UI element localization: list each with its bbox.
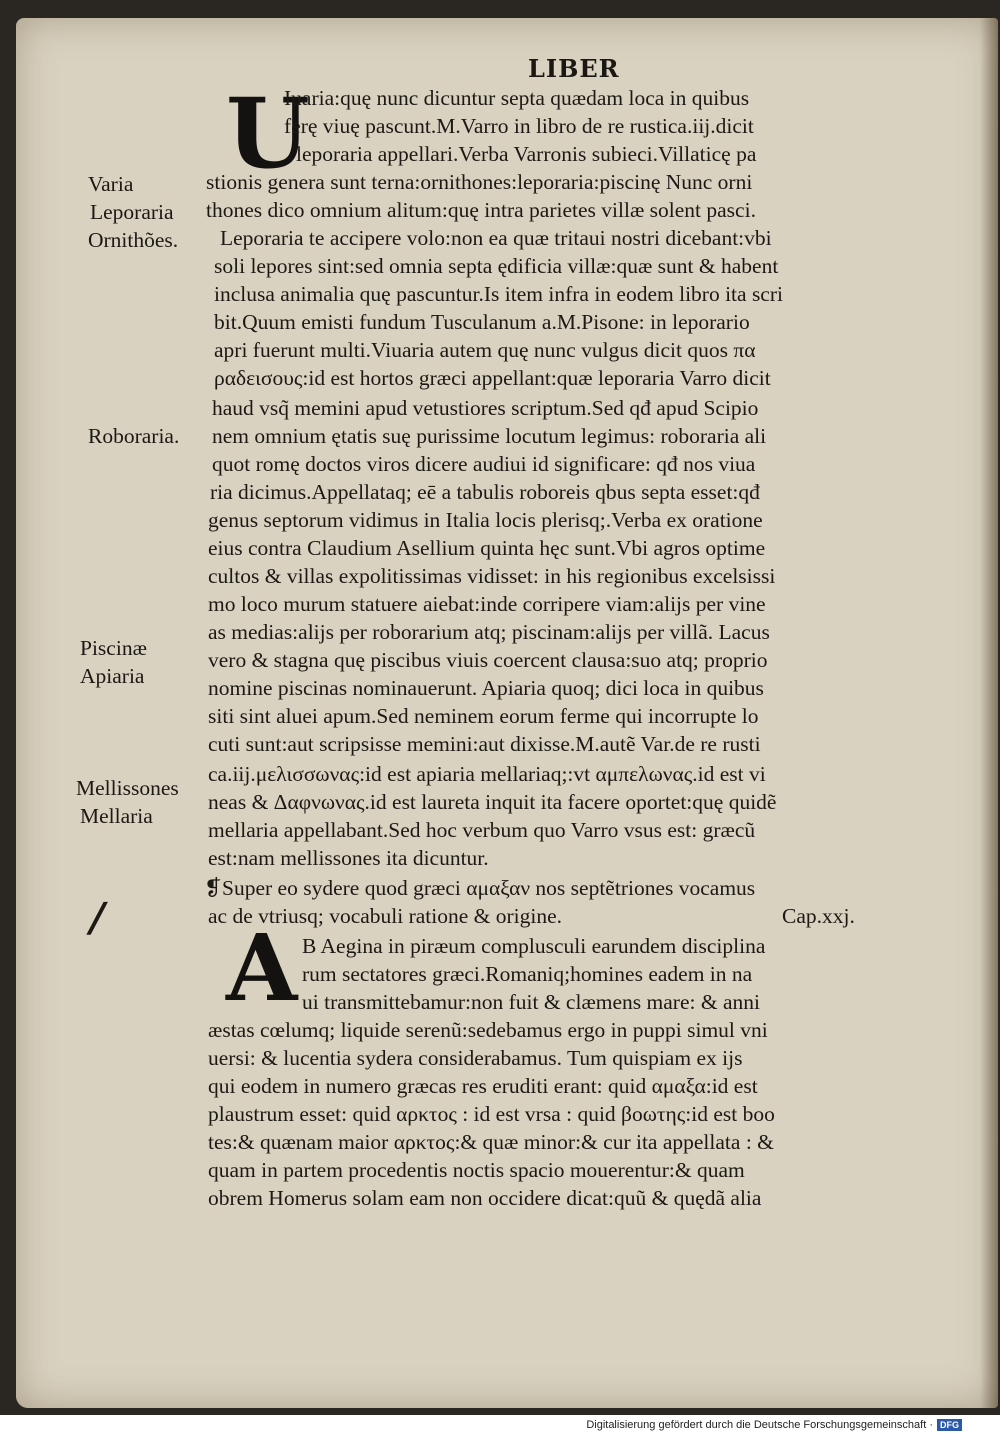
text-line-38: obrem Homerus solam eam non occidere dicat:quũ & quędã alia bbox=[208, 1186, 762, 1210]
text-line-31: ui transmittebamur:non fuit & clæmens mare: & anni bbox=[302, 990, 760, 1014]
text-line-16: genus septorum vidimus in Italia locis plerisq;.Verba ex oratione bbox=[208, 508, 763, 532]
text-line-34: qui eodem in numero græcas res eruditi erant: quid αμαξα:id est bbox=[208, 1074, 758, 1098]
text-line-24: cuti sunt:aut scripsisse memini:aut dixisse.M.autẽ Var.de re rusti bbox=[208, 732, 761, 756]
text-line-2: ferę viuę pascunt.M.Varro in libro de re rustica.iij.dicit bbox=[284, 114, 754, 138]
text-line-19: mo loco murum statuere aiebat:inde corripere viam:alijs per vine bbox=[208, 592, 766, 616]
dfg-logo: DFG bbox=[937, 1419, 962, 1431]
text-line-13: nem omnium ętatis suę purissime locutum legimus: roboraria ali bbox=[212, 424, 767, 448]
margin-note-ornithones: Ornithões. bbox=[88, 228, 179, 252]
text-line-18: cultos & villas expolitissimas vidisset: in his regionibus excelsissi bbox=[208, 564, 776, 588]
margin-note-mellaria: Mellaria bbox=[80, 804, 153, 828]
book-page bbox=[16, 18, 998, 1408]
text-line-26: neas & Δαφνωνας.id est laureta inquit ita facere oportet:quę quidẽ bbox=[208, 790, 777, 814]
text-line-12: haud vsq̃ memini apud vetustiores scriptum.Sed qđ apud Scipio bbox=[212, 396, 759, 420]
text-line-17: eius contra Claudium Asellium quinta hęc sunt.Vbi agros optime bbox=[208, 536, 766, 560]
text-line-20: as medias:alijs per roborarium atq; piscinam:alijs per villã. Lacus bbox=[208, 620, 770, 644]
chapter-heading-line-1: ❡Super eo sydere quod græci αμαξαν nos septẽtriones vocamus bbox=[204, 876, 756, 900]
text-line-23: siti sint aluei apum.Sed neminem eorum ferme qui incorrupte lo bbox=[208, 704, 759, 728]
text-line-10: apri fuerunt multi.Viuaria autem quę nunc vulgus dicit quos πα bbox=[214, 338, 756, 362]
text-line-25: ca.iij.μελισσωνας:id est apiaria mellariaq;:vt αμπελωνας.id est vi bbox=[208, 762, 766, 786]
text-line-5: thones dico omnium alitum:quę intra parietes villæ solent pasci. bbox=[206, 198, 756, 222]
margin-note-leporaria: Leporaria bbox=[90, 200, 174, 224]
text-line-36: tes:& quænam maior αρκτος:& quæ minor:& cur ita appellata : & bbox=[208, 1130, 774, 1154]
text-line-21: vero & stagna quę piscibus viuis coercent clausa:suo atq; proprio bbox=[208, 648, 768, 672]
text-line-22: nomine piscinas nominauerunt. Apiaria quoq; dici loca in quibus bbox=[208, 676, 764, 700]
margin-pen-mark: / bbox=[85, 894, 110, 941]
footer-text: Digitalisierung gefördert durch die Deutsche Forschungsgemeinschaft · bbox=[586, 1419, 933, 1431]
text-line-27: mellaria appellabant.Sed hoc verbum quo Varro vsus est: græcũ bbox=[208, 818, 756, 842]
text-line-29: B Aegina in piræum complusculi earundem disciplina bbox=[302, 934, 766, 958]
text-line-37: quam in partem procedentis noctis spacio mouerentur:& quam bbox=[208, 1158, 745, 1182]
text-line-15: ria dicimus.Appellataq; eē a tabulis roboreis qbus septa esset:qđ bbox=[210, 480, 760, 504]
text-line-30: rum sectatores græci.Romaniq;homines eadem in na bbox=[302, 962, 753, 986]
margin-note-roboraria: Roboraria. bbox=[88, 424, 180, 448]
text-line-1: Iuaria:quę nunc dicuntur septa quædam loca in quibus bbox=[284, 86, 750, 110]
text-line-7: soli lepores sint:sed omnia septa ędificia villæ:quæ sunt & habent bbox=[214, 254, 779, 278]
margin-note-mellissones: Mellissones bbox=[76, 776, 179, 800]
text-line-4: stionis genera sunt terna:ornithones:leporaria:piscinę Nunc orni bbox=[206, 170, 753, 194]
text-line-3: leporaria appellari.Verba Varronis subieci.Villaticę pa bbox=[296, 142, 757, 166]
text-line-9: bit.Quum emisti fundum Tusculanum a.M.Pisone: in leporario bbox=[214, 310, 750, 334]
chapter-number: Cap.xxj. bbox=[782, 904, 855, 928]
text-line-11: ραδεισους:id est hortos græci appellant:quæ leporaria Varro dicit bbox=[214, 366, 771, 390]
margin-note-apiaria: Apiaria bbox=[80, 664, 145, 688]
text-line-14: quot romę doctos viros dicere audiui id significare: qđ nos viua bbox=[212, 452, 756, 476]
margin-note-varia: Varia bbox=[88, 172, 134, 196]
margin-note-piscinae: Piscinæ bbox=[80, 636, 147, 660]
text-line-35: plaustrum esset: quid αρκτος : id est vrsa : quid βοωτης:id est boo bbox=[208, 1102, 775, 1126]
binding-shadow bbox=[980, 18, 998, 1408]
text-line-33: uersi: & lucentia sydera considerabamus. Tum quispiam ex ijs bbox=[208, 1046, 743, 1070]
text-line-28: est:nam mellissones ita dicuntur. bbox=[208, 846, 489, 870]
initial-letter-u: U bbox=[226, 77, 310, 190]
text-line-32: æstas cœlumq; liquide serenũ:sedebamus ergo in puppi simul vni bbox=[208, 1018, 768, 1042]
running-head: LIBER bbox=[528, 54, 620, 83]
footer-credit bbox=[586, 1419, 962, 1431]
text-line-8: inclusa animalia quę pascuntur.Is item infra in eodem libro ita scri bbox=[214, 282, 783, 306]
chapter-heading-line-2: ac de vtriusq; vocabuli ratione & origine. bbox=[208, 904, 563, 928]
initial-letter-a: A bbox=[226, 914, 298, 1022]
text-line-6: Leporaria te accipere volo:non ea quæ tritaui nostri dicebant:vbi bbox=[220, 226, 772, 250]
